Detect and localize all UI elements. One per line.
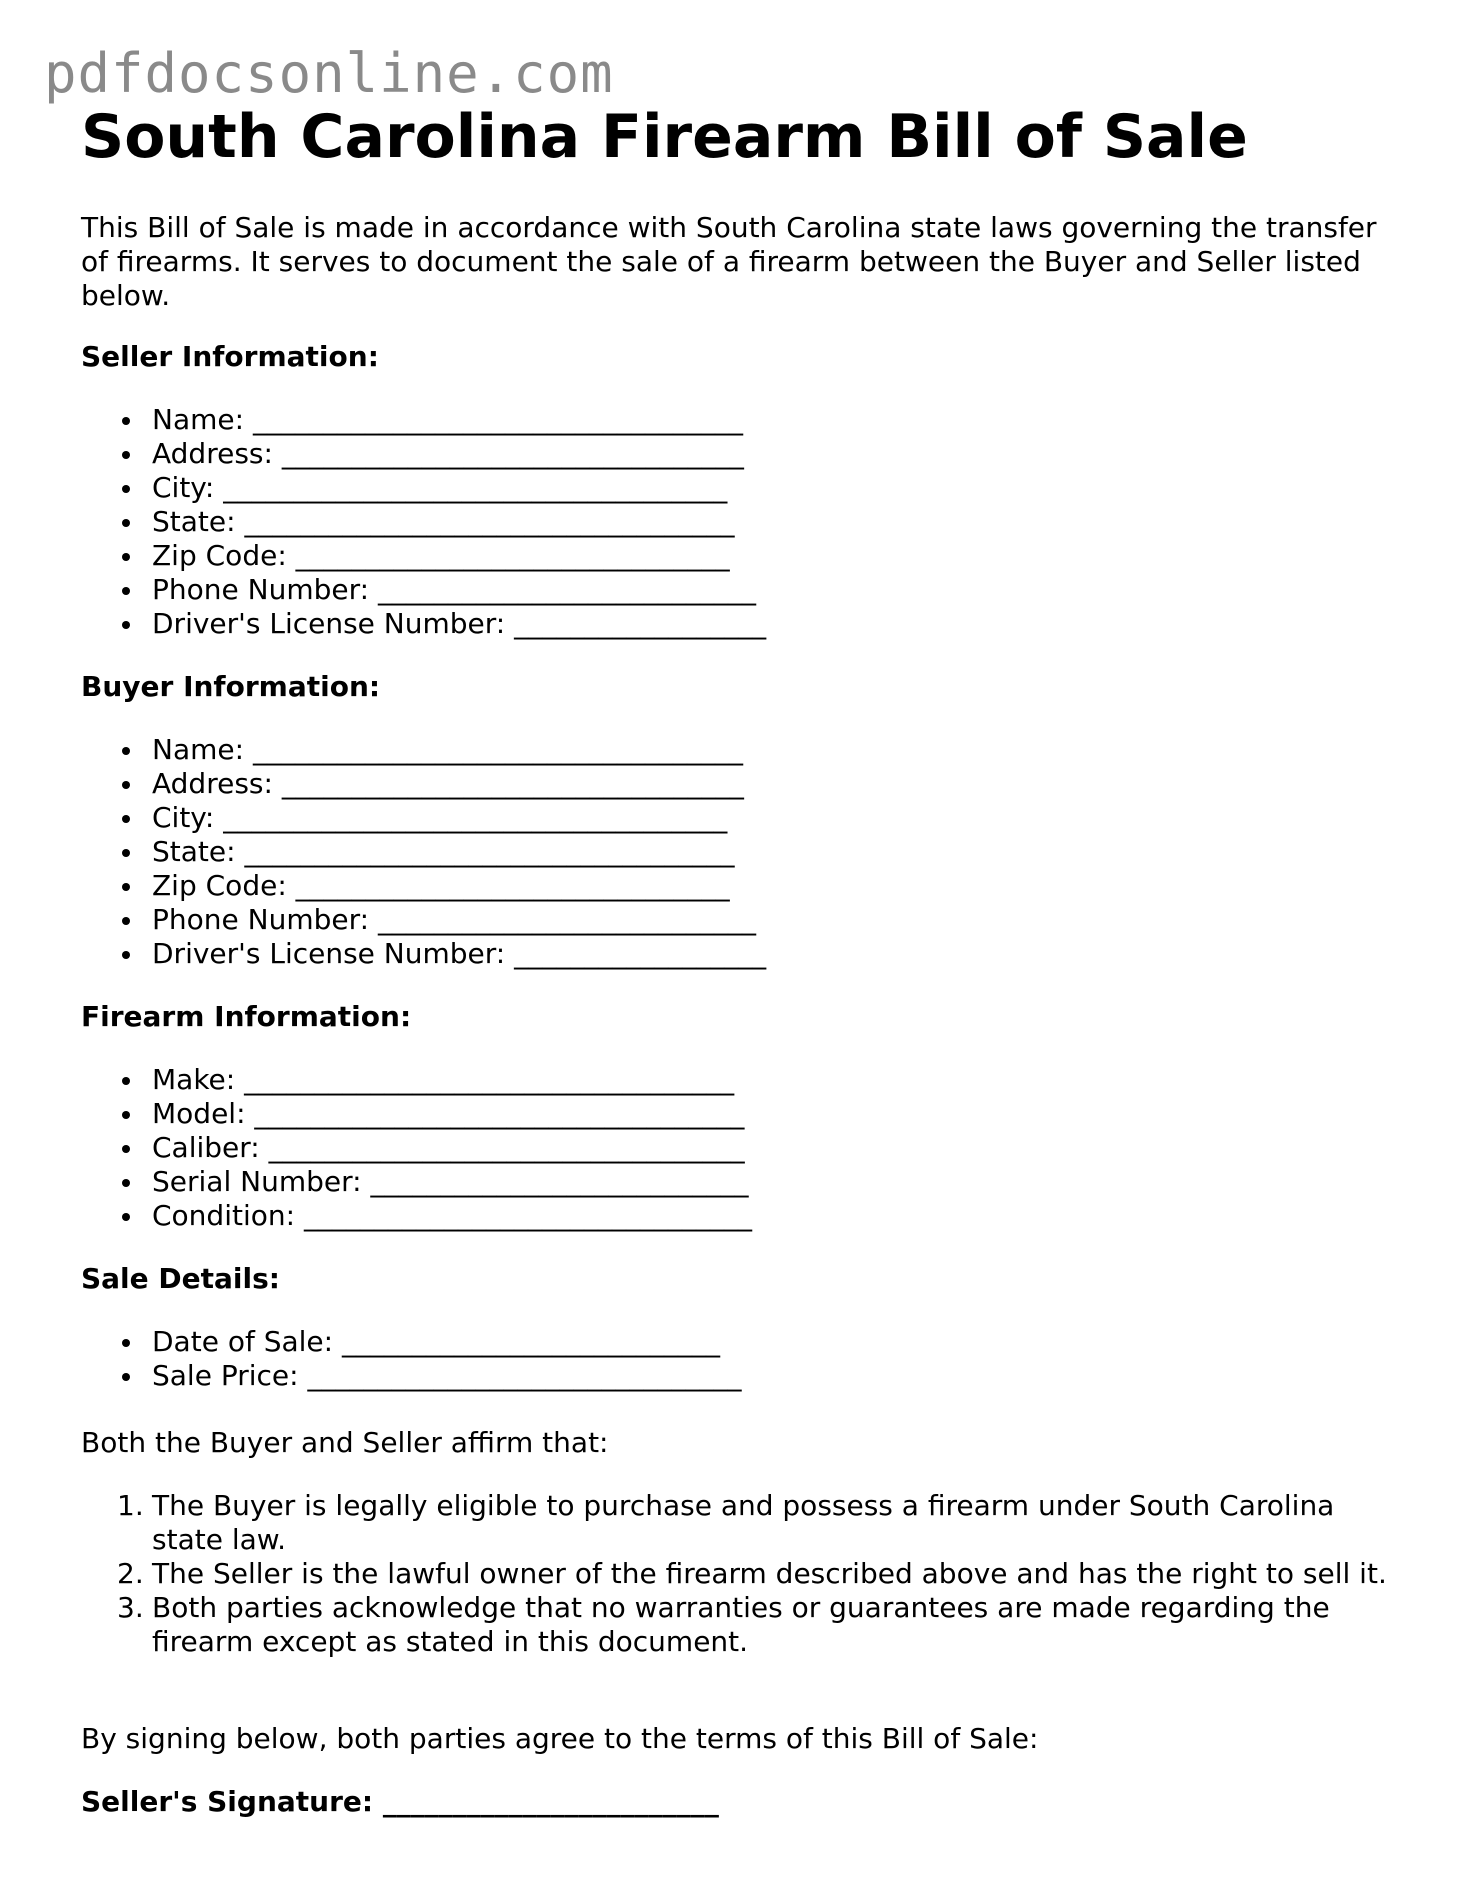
fill-blank[interactable]: ___________________________ (370, 1165, 749, 1198)
firearm-make-field (81, 1063, 752, 1097)
field-label: Name: (152, 403, 245, 436)
fill-blank[interactable]: ___________________________________ (254, 1097, 745, 1130)
firearm-condition-field (81, 1199, 752, 1233)
seller-state-field (81, 505, 766, 539)
fill-blank[interactable]: _______________________________ (295, 869, 730, 902)
affirmation-text: Both parties acknowledge that no warranties or guarantees are made regarding the firearm except as stated in this document. (152, 1591, 1330, 1658)
fill-blank[interactable]: __________________________________ (268, 1131, 745, 1164)
signature-blank[interactable]: ________________________ (382, 1785, 719, 1818)
fill-blank[interactable]: ___________________________ (342, 1325, 720, 1358)
firearm-serial-field (81, 1165, 752, 1199)
affirmation-text: The Buyer is legally eligible to purchase and possess a firearm under South Carolina state law. (152, 1489, 1335, 1556)
seller-name-field (81, 403, 766, 437)
field-label: City: (152, 471, 215, 504)
field-label: Make: (152, 1063, 236, 1096)
field-label: Phone Number: (152, 903, 370, 936)
buyer-fields (81, 733, 766, 971)
buyer-address-field (81, 767, 766, 801)
field-label: Driver's License Number: (152, 937, 506, 970)
fill-blank[interactable]: ____________________________________ (223, 471, 728, 504)
affirmation-item (81, 1557, 1391, 1591)
watermark: pdfdocsonline.com (44, 42, 614, 105)
buyer-state-field (81, 835, 766, 869)
field-label: Serial Number: (152, 1165, 362, 1198)
signature-label: Seller's Signature: (81, 1785, 374, 1818)
fill-blank[interactable]: _________________________________ (281, 437, 744, 470)
sale-heading: Sale Details: (81, 1262, 280, 1295)
seller-signature-line (81, 1785, 719, 1819)
field-label: Driver's License Number: (152, 607, 506, 640)
fill-blank[interactable]: ____________________________________ (223, 801, 728, 834)
affirmation-item (81, 1489, 1391, 1557)
field-label: City: (152, 801, 215, 834)
sale-price-field (81, 1359, 741, 1393)
affirm-intro: Both the Buyer and Seller affirm that: (81, 1426, 609, 1459)
buyer-name-field (81, 733, 766, 767)
field-label: Caliber: (152, 1131, 260, 1164)
fill-blank[interactable]: ________________________________ (303, 1199, 752, 1232)
field-label: Condition: (152, 1199, 296, 1232)
signing-intro: By signing below, both parties agree to the terms of this Bill of Sale: (81, 1722, 1039, 1755)
fill-blank[interactable]: _______________________________ (295, 539, 730, 572)
seller-city-field (81, 471, 766, 505)
field-label: Sale Price: (152, 1359, 299, 1392)
affirmation-item (81, 1591, 1391, 1659)
field-label: Phone Number: (152, 573, 370, 606)
seller-heading: Seller Information: (81, 340, 379, 373)
field-label: Zip Code: (152, 539, 287, 572)
buyer-phone-field (81, 903, 766, 937)
seller-license-field (81, 607, 766, 641)
field-label: Date of Sale: (152, 1325, 334, 1358)
fill-blank[interactable]: ___________________________ (377, 903, 756, 936)
buyer-license-field (81, 937, 766, 971)
seller-fields (81, 403, 766, 641)
field-label: Address: (152, 437, 273, 470)
fill-blank[interactable]: ___________________________________ (244, 835, 735, 868)
fill-blank[interactable]: _______________________________ (307, 1359, 742, 1392)
seller-phone-field (81, 573, 766, 607)
fill-blank[interactable]: ___________________________ (377, 573, 756, 606)
firearm-model-field (81, 1097, 752, 1131)
firearm-fields (81, 1063, 752, 1233)
buyer-zip-field (81, 869, 766, 903)
fill-blank[interactable]: _________________________________ (281, 767, 744, 800)
affirmation-text: The Seller is the lawful owner of the firearm described above and has the right to sell it. (152, 1557, 1387, 1590)
field-label: Zip Code: (152, 869, 287, 902)
fill-blank[interactable]: __________________ (514, 937, 767, 970)
sale-date-field (81, 1325, 741, 1359)
fill-blank[interactable]: ___________________________________ (252, 733, 743, 766)
field-label: Model: (152, 1097, 246, 1130)
affirmations-list (81, 1489, 1391, 1659)
fill-blank[interactable]: ___________________________________ (244, 1063, 735, 1096)
fill-blank[interactable]: ___________________________________ (252, 403, 743, 436)
firearm-caliber-field (81, 1131, 752, 1165)
field-label: Name: (152, 733, 245, 766)
firearm-heading: Firearm Information: (81, 1000, 412, 1033)
seller-zip-field (81, 539, 766, 573)
sale-fields (81, 1325, 741, 1393)
buyer-city-field (81, 801, 766, 835)
item-number: 3. (117, 1591, 144, 1624)
fill-blank[interactable]: __________________ (514, 607, 767, 640)
buyer-heading: Buyer Information: (81, 670, 381, 703)
intro-paragraph: This Bill of Sale is made in accordance with South Carolina state laws governing the transfer of firearms. It serves to document the sale of a firearm between the Buyer and Seller listed below. (81, 211, 1377, 312)
seller-address-field (81, 437, 766, 471)
item-number: 2. (117, 1557, 144, 1590)
document-title: South Carolina Firearm Bill of Sale (81, 102, 1248, 172)
field-label: State: (152, 835, 236, 868)
item-number: 1. (117, 1489, 144, 1522)
fill-blank[interactable]: ___________________________________ (244, 505, 735, 538)
field-label: State: (152, 505, 236, 538)
field-label: Address: (152, 767, 273, 800)
